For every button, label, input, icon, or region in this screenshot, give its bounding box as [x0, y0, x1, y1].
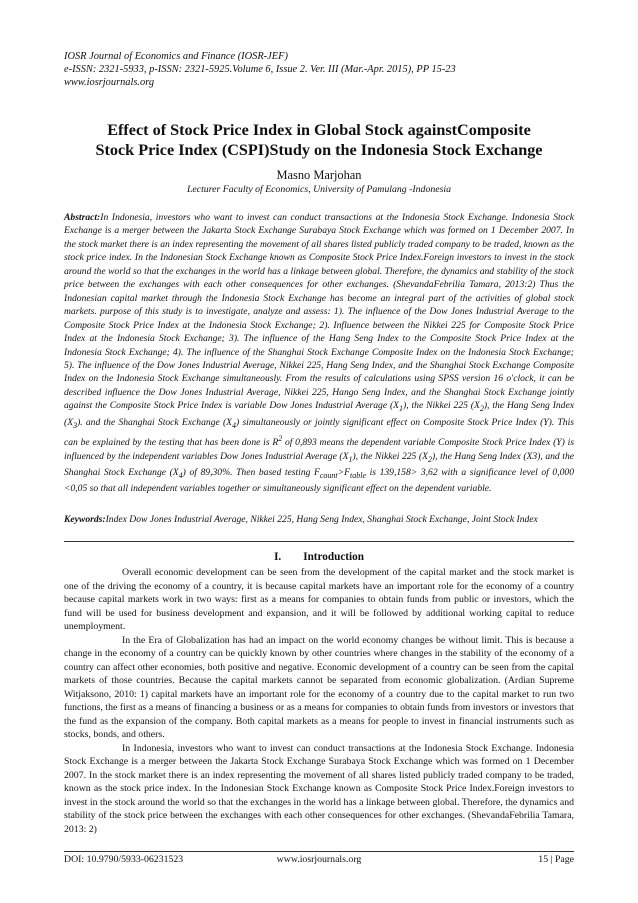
- keywords-label: Keywords:: [64, 514, 106, 525]
- section-number: I.: [274, 551, 282, 563]
- subscript: 1: [348, 454, 353, 464]
- subscript: 4: [232, 420, 237, 430]
- subscript: 2: [427, 454, 432, 464]
- footer-doi: DOI: 10.9790/5933-06231523: [64, 854, 184, 865]
- journal-website: www.iosrjournals.org: [64, 77, 155, 89]
- subscript: 2: [479, 404, 484, 414]
- abstract-label: Abstract:: [64, 212, 101, 223]
- journal-header: [64, 50, 574, 90]
- author-name: Masno Marjohan: [276, 168, 362, 182]
- footer-divider: [64, 851, 574, 852]
- abstract-text: >F: [337, 467, 350, 479]
- section-title: Introduction: [303, 551, 364, 563]
- abstract-text: ) of 89,30%. Then based testing F: [182, 467, 320, 479]
- subscript: table: [350, 470, 366, 480]
- abstract: [64, 211, 574, 496]
- section-heading: [64, 550, 574, 564]
- introduction-body: [64, 566, 574, 836]
- keywords-text: Index Dow Jones Industrial Average, Nikkei 225, Hang Seng Index, Shanghai Stock Exchange, Joint Stock Index: [105, 514, 538, 525]
- journal-name: IOSR Journal of Economics and Finance (IOSR-JEF): [64, 51, 288, 62]
- paragraph: In the Era of Globalization has had an impact on the world economy changes be without limit. This is because a change in the economy of a country can be quickly known by other countries where changes in the stability of the economy of a country can affect other economies, both positive and negative. Economic development of a country can be seen from the capital markets of those countries. Because the capital markets cannot be separated from economic globalization. (Ardian Supreme Witjaksono, 2010: 1) capital markets have an important role for the economy of a country due to the capital market to run two functions, the first as a means of financing a business or as a means for companies to obtain funds from investors or investors that the fund as the expansion of the company. Both capital markets as a means for people to invest in financial instruments such as stocks, bonds, and others.: [64, 634, 574, 740]
- paragraph: Overall economic development can be seen from the development of the capital market and the stock market is one of the driving the economy of a country, it is because capital markets have an important role for the economy of a country because capital markets work in two ways: first as a means for companies to obtain funds from public or investors, which the fund will be used for business development and expansion, and it will be followed by additional working capital to reduce unemployment.: [64, 567, 574, 632]
- paper-title: [56, 121, 582, 160]
- abstract-text: ), the Hang Seng Index (X3), and the Shanghai Stock Exchange (X: [64, 450, 575, 479]
- journal-issn: e-ISSN: 2321-5933, p-ISSN: 2321-5925.Volume 6, Issue 2. Ver. III (Mar.-Apr. 2015), PP 15-23: [64, 64, 456, 76]
- keywords: [64, 513, 574, 526]
- abstract-text: ), the Hang Seng Index (X: [64, 400, 574, 428]
- subscript: 1: [399, 404, 404, 414]
- divider: [64, 541, 574, 542]
- abstract-text: of 0,893 means the dependent variable Composite Stock Price Index (Y) is influenced by the independent variables Dow Jones Industrial Average (X: [64, 437, 574, 462]
- title-line-1: Effect of Stock Price Index in Global Stock againstComposite: [107, 121, 531, 139]
- title-line-2: Stock Price Index (CSPI)Study on the Indonesia Stock Exchange: [95, 140, 543, 159]
- abstract-text: ), the Nikkei 225 (X: [403, 400, 480, 412]
- abstract-text: ). and the Shanghai Stock Exchange (X: [77, 416, 233, 428]
- footer-website: www.iosrjournals.org: [276, 854, 362, 865]
- abstract-text: In Indonesia, investors who want to invest can conduct transactions at the Indonesia Stock Exchange. Indonesia Stock Exchange is a merger between the Jakarta Stock Exchange Surabaya Stock Exchange which was formed on 1 December 2007. In the stock market there is an index representing the movement of all shares listed publicly traded company to be traded, known as the stock price index. In the Indonesian Stock Exchange known as Composite Stock Price Index.Foreign investors to invest in the stock around the world so that the exchanges in the world has a linkage between global. Therefore, the dynamics and stability of the stock price between the exchanges with each other consequences for other exchanges. (ShevandaFebrilia Tamara, 2013:2) Thus the Indonesian capital market through the Indonesia Stock Exchange has become an integral part of the activities of global stock markets. purpose of this study is to investigate, analyze and assess: 1). The influence of the Dow Jones Industrial Average to the Composite Stock Price Index at the Indonesia Stock Exchange; 2). Influence between the Nikkei 225 for Composite Stock Price Index at the Indonesia Stock Exchange; 3). The influence of the Hang Seng Index to the Composite Stock Price Index at the Indonesia Stock Exchange; 4). The influence of the Shanghai Stock Exchange Composite Index on the Indonesia Stock Exchange; 5). The influence of the Dow Jones Industrial Average, Nikkei 225, Hang Seng Index, and the Shanghai Stock Exchange Composite Index on the Indonesia Stock Exchange simultaneously. From the results of calculations using SPSS version 16 o'clock, it can be described influence the Dow Jones Industrial Average, Nikkei 225, Hango Seng Index, and the Shanghai Stock Exchange jointly against the Composite Stock Price Index is variable Dow Jones Industrial Average (X: [64, 212, 574, 412]
- author-affiliation: Lecturer Faculty of Economics, University of Pamulang -Indonesia: [186, 184, 452, 195]
- subscript: 3: [73, 420, 78, 430]
- superscript: 2: [278, 434, 283, 444]
- abstract-text: ) simultaneously or jointly significant effect on Composite Stock Price Index (Y). This can be explained by the testing that has been done is R: [64, 416, 574, 449]
- paragraph: In Indonesia, investors who want to invest can conduct transactions at the Indonesia Stock Exchange. Indonesia Stock Exchange is a merger between the Jakarta Stock Exchange Surabaya Stock Exchange which was formed on 1 December 2007. In the stock market there is an index representing the movement of all shares listed publicly traded company to be traded, known as the stock price index. In the Indonesian Stock Exchange known as Composite Stock Price Index.Foreign investors to invest in the stock around the world so that the exchanges in the world has a linkage between global. Therefore, the dynamics and stability of the stock price between the exchanges with each other consequences for other exchanges. (ShevandaFebrilia Tamara, 2013: 2): [64, 742, 574, 835]
- abstract-text: is 139,158> 3,62 with a significance level of 0,000 <0,05 so that all independent variables together or simultaneously significant effect on the dependent variable.: [64, 467, 574, 495]
- page-number: 15 | Page: [538, 854, 574, 865]
- abstract-text: ), the Nikkei 225 (X: [352, 450, 428, 462]
- subscript: count: [319, 470, 338, 480]
- subscript: 4: [178, 470, 183, 480]
